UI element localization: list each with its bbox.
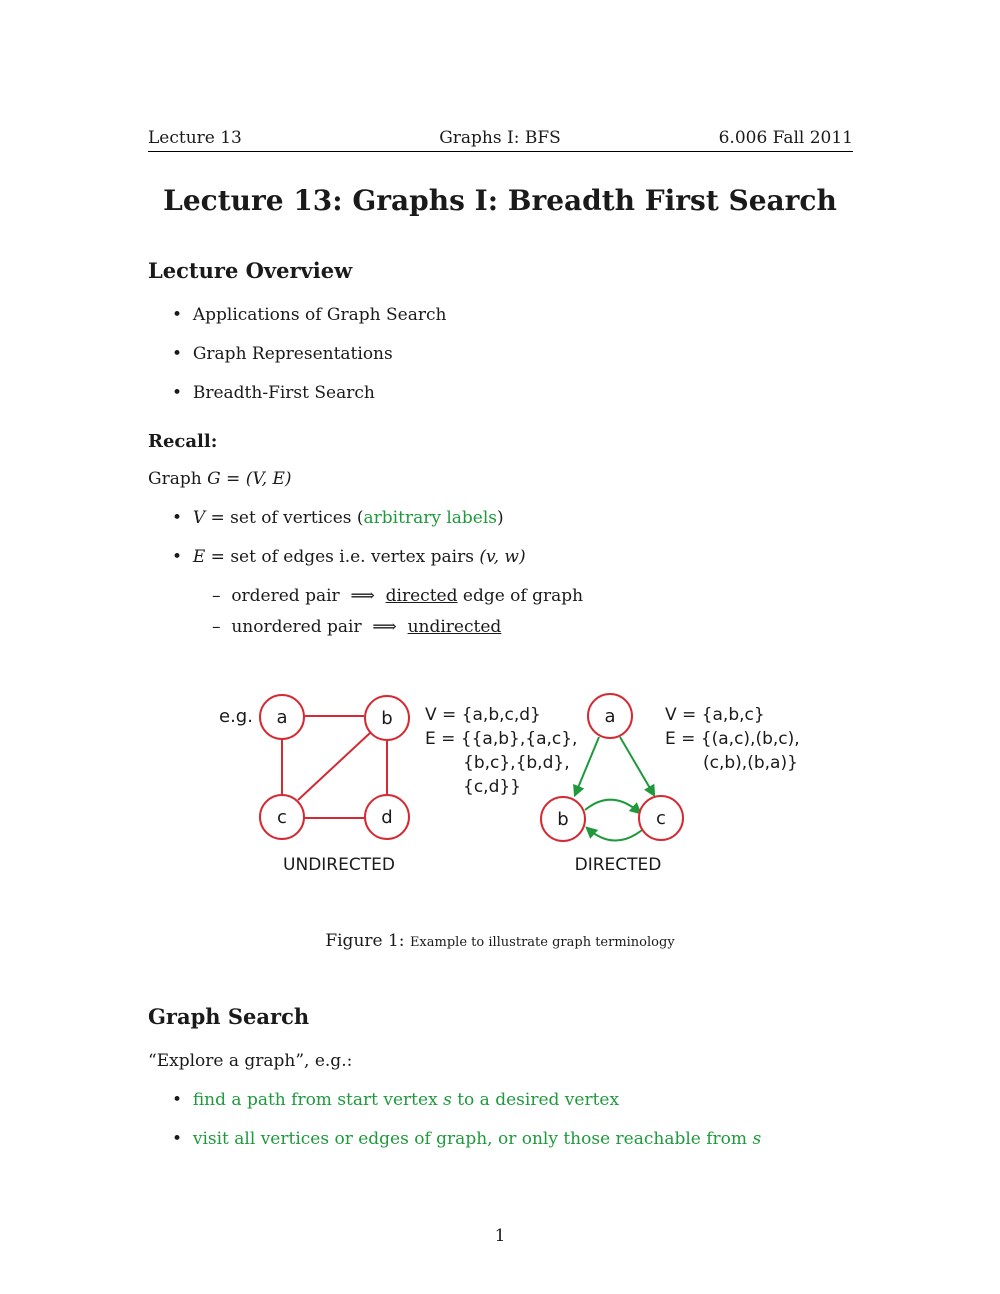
node-d-label: d: [381, 807, 393, 828]
node-a-label: a: [276, 707, 288, 728]
directed-node-a-label: a: [604, 706, 616, 727]
header-course: 6.006 Fall 2011: [718, 128, 853, 148]
undirected-edge-set-1: E = {{a,b},{a,c},: [425, 729, 578, 749]
undirected-edge-set-3: {c,d}}: [463, 777, 521, 797]
undirected-edge-set-2: {b,c},{b,d},: [463, 753, 570, 773]
node-c-label: c: [277, 807, 287, 828]
edge-b-c-directed: [585, 800, 640, 813]
overview-heading: Lecture Overview: [148, 258, 353, 283]
page-number: 1: [494, 1226, 506, 1246]
graph-search-item: • visit all vertices or edges of graph, or only those reachable from s: [172, 1129, 762, 1149]
ordered-pair-line: – ordered pair ⟹ directed edge of graph: [212, 586, 584, 606]
header-lecture: Lecture 13: [148, 128, 242, 148]
figure-caption: Figure 1: Example to illustrate graph terminology: [325, 931, 675, 951]
edge-b-c: [298, 733, 370, 800]
overview-item: • Breadth-First Search: [172, 383, 375, 403]
graph-definition: Graph G = (V, E): [148, 469, 292, 489]
graph-search-item: • find a path from start vertex s to a desired vertex: [172, 1090, 620, 1110]
graph-search-heading: Graph Search: [148, 1004, 310, 1029]
directed-vertex-set: V = {a,b,c}: [665, 705, 765, 725]
unordered-pair-line: – unordered pair ⟹ undirected: [212, 617, 502, 637]
edge-a-c-directed: [620, 737, 654, 795]
overview-item: • Applications of Graph Search: [172, 305, 447, 325]
directed-edge-set-1: E = {(a,c),(b,c),: [665, 729, 800, 749]
vertex-definition: • V = set of vertices (arbitrary labels): [172, 508, 504, 528]
page-title: Lecture 13: Graphs I: Breadth First Search: [163, 184, 837, 217]
graph-search-intro: “Explore a graph”, e.g.:: [148, 1051, 353, 1071]
directed-node-c-label: c: [656, 808, 666, 829]
directed-node-b-label: b: [557, 809, 569, 830]
eg-label: e.g.: [219, 706, 253, 727]
undirected-label: UNDIRECTED: [283, 855, 395, 875]
header-topic: Graphs I: BFS: [439, 128, 561, 148]
undirected-vertex-set: V = {a,b,c,d}: [425, 705, 541, 725]
edge-definition: • E = set of edges i.e. vertex pairs (v, w): [172, 547, 526, 567]
recall-heading: Recall:: [148, 431, 218, 452]
edge-a-b-directed: [575, 737, 599, 795]
overview-item: • Graph Representations: [172, 344, 393, 364]
directed-label: DIRECTED: [574, 855, 662, 875]
edge-c-b-directed: [587, 828, 642, 841]
node-b-label: b: [381, 708, 393, 729]
directed-edge-set-2: (c,b),(b,a)}: [703, 753, 798, 773]
